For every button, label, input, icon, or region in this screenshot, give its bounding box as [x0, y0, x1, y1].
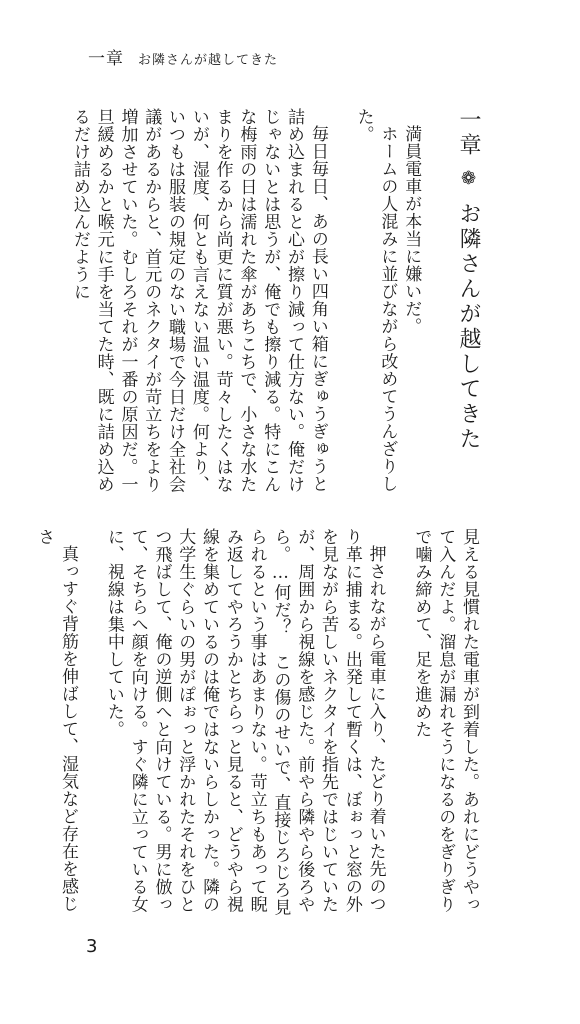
paragraph: ホームの人混みに並びながら改めてうんざりした。	[353, 108, 398, 493]
paragraph: 真っすぐ背筋を伸ばして、湿気など存在を感じさ	[34, 528, 79, 913]
paragraph: 満員電車が本当に嫌いだ。	[401, 125, 422, 335]
header-title: お隣さんが越してきた	[138, 53, 279, 68]
paragraph: 押されながら電車に入り、たどり着いた先のつり革に捕まる。出発して暫くは、ぼぉっと窓の外を見ながら苦しいネクタイを指先ではじいていたが、周囲から視線を感じた。前やら隣やら後ろやら。…何だ？ この傷のせいで、直接じろじろ見られるという事はあまりない。苛立ちもあって睨み返してやろうかとちらっと見ると、どうやら視線を集めているのは俺ではないらしかった。隣の大学生ぐらいの男がぽぉっと浮かれたそれをひとつ飛ばして、俺の逆側へと向けている。男に倣って、そちらへ顔を向ける。すぐ隣に立っている女に、視線は集中していた。	[103, 528, 386, 916]
text-block-top	[69, 108, 481, 503]
flower-ornament-icon: ❁	[458, 168, 479, 192]
header-chapter: 一章	[88, 49, 124, 69]
chapter-heading-chapter: 一章	[456, 108, 481, 158]
paragraph: 毎日毎日、あの長い四角い箱にぎゅうぎゅうと詰め込まれると心が擦り減って仕方ない。俺だけじゃないとは思うが、俺でも擦り減る。特にこんな梅雨の日は濡れた傘があちこちで、小さな水たまりを作るから尚更に質が悪い。苛々したくはないが、湿度、何とも言えない温い温度。何より、いつもは服装の規定のない職場で今日だけ全社会議があるからと、首元のネクタイが苛立ちをより増加させていた。むしろそれが一番の原因だ。一旦緩めるかと喉元に手を当てた時、既に詰め込めるだけ詰め込んだように	[69, 108, 328, 493]
running-header	[88, 44, 278, 69]
paragraph: 見える見慣れた電車が到着した。あれにどうやって入んだよ。溜息が漏れそうになるのをぎりぎりで噛み締めて、足を進めた	[411, 528, 479, 913]
chapter-heading	[456, 108, 480, 503]
text-block-bottom	[34, 528, 480, 923]
chapter-heading-title: お隣さんが越してきた	[456, 202, 481, 452]
page-number: 3	[86, 936, 98, 957]
